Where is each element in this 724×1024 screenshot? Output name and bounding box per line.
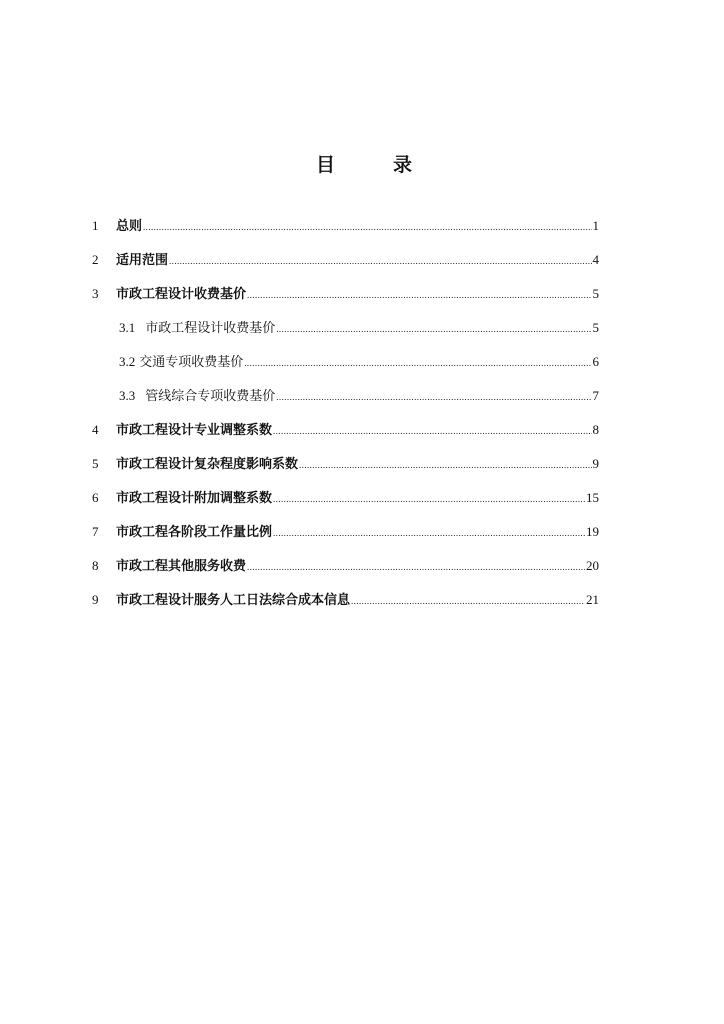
toc-entry-number: 3.2 — [119, 354, 136, 369]
toc-entry-number: 2 — [92, 252, 99, 267]
toc-entry-2[interactable] — [92, 248, 599, 272]
toc-entry-1[interactable] — [92, 214, 599, 238]
toc-entry-title: 市政工程设计服务人工日法综合成本信息 — [116, 593, 351, 608]
toc-entry-number: 1 — [92, 218, 99, 233]
toc-dot-leader — [273, 419, 591, 443]
toc-dot-leader — [276, 317, 591, 341]
toc-entry-number: 4 — [92, 422, 99, 437]
toc-entry-8[interactable] — [92, 554, 599, 578]
toc-entry-page: 8 — [592, 422, 599, 437]
toc-entry-9[interactable] — [92, 588, 599, 612]
toc-entry-page: 15 — [586, 490, 599, 505]
toc-entry-page: 20 — [586, 558, 599, 573]
toc-entry-number: 7 — [92, 524, 99, 539]
toc-entry-title: 市政工程其他服务收费 — [116, 559, 247, 574]
toc-dot-leader — [351, 589, 585, 613]
toc-entry-page: 21 — [586, 592, 599, 607]
toc-entry-title: 总则 — [116, 219, 143, 234]
toc-entry-3-3[interactable] — [119, 384, 599, 408]
toc-entry-3-2[interactable] — [119, 350, 599, 374]
toc-entry-number: 9 — [92, 592, 99, 607]
toc-entry-number: 3.3 — [119, 388, 136, 403]
toc-dot-leader — [244, 351, 591, 375]
toc-entry-title: 交通专项收费基价 — [139, 355, 244, 370]
toc-entry-title: 适用范围 — [116, 253, 169, 268]
toc-dot-leader — [299, 453, 591, 477]
toc-entry-page: 5 — [592, 286, 599, 301]
toc-entry-page: 1 — [592, 218, 599, 233]
toc-entry-title: 市政工程设计附加调整系数 — [116, 491, 273, 506]
toc-entry-3-1[interactable] — [119, 316, 599, 340]
toc-entry-page: 5 — [592, 320, 599, 335]
toc-dot-leader — [247, 283, 591, 307]
toc-entry-page: 9 — [592, 456, 599, 471]
toc-entry-5[interactable] — [92, 452, 599, 476]
toc-entry-6[interactable] — [92, 486, 599, 510]
toc-entry-title: 市政工程设计收费基价 — [145, 321, 276, 336]
toc-title-left: 目 — [316, 154, 336, 176]
toc-title — [316, 150, 412, 177]
toc-dot-leader — [273, 487, 585, 511]
toc-entry-page: 19 — [586, 524, 599, 539]
toc-entry-number: 6 — [92, 490, 99, 505]
toc-dot-leader — [247, 555, 585, 579]
toc-entry-title: 市政工程设计收费基价 — [116, 287, 247, 302]
toc-dot-leader — [276, 385, 591, 409]
toc-entry-page: 4 — [592, 252, 599, 267]
toc-entry-title: 市政工程各阶段工作量比例 — [116, 525, 273, 540]
toc-entry-number: 3 — [92, 286, 99, 301]
toc-entry-4[interactable] — [92, 418, 599, 442]
toc-dot-leader — [169, 249, 591, 273]
toc-entry-number: 5 — [92, 456, 99, 471]
toc-title-right: 录 — [392, 154, 412, 176]
toc-entry-number: 3.1 — [119, 320, 136, 335]
toc-dot-leader — [143, 215, 591, 239]
toc-entry-7[interactable] — [92, 520, 599, 544]
toc-entry-number: 8 — [92, 558, 99, 573]
toc-entry-page: 7 — [592, 388, 599, 403]
toc-entry-3[interactable] — [92, 282, 599, 306]
toc-dot-leader — [273, 521, 585, 545]
toc-entry-title: 市政工程设计复杂程度影响系数 — [116, 457, 299, 472]
toc-entry-title: 管线综合专项收费基价 — [145, 389, 276, 404]
toc-entry-title: 市政工程设计专业调整系数 — [116, 423, 273, 438]
toc-entry-page: 6 — [592, 354, 599, 369]
